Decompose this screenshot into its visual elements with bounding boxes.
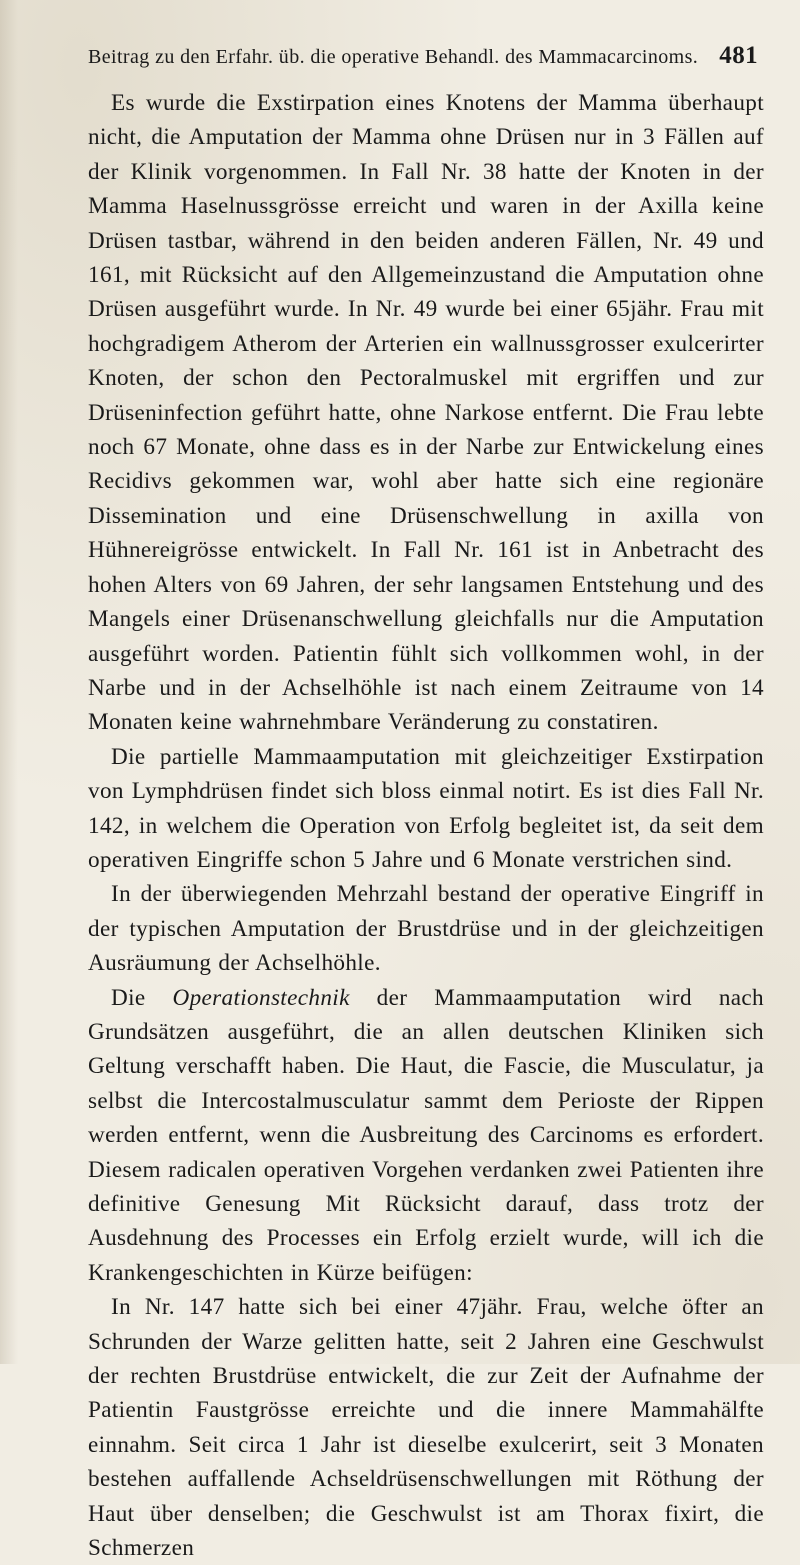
running-head: [88, 42, 758, 72]
paragraph-4-lead: Die: [111, 984, 173, 1011]
paragraph-5: In Nr. 147 hatte sich bei einer 47jähr. Frau, welche öfter an Schrunden der Warze gelitten hatte, seit 2 Jahren eine Geschwulst der rechten Brustdrüse entwickelt, die zur Zeit der Aufnahme der Patientin Faustgrösse erreichte und die innere Mammahälfte einnahm. Seit circa 1 Jahr ist dieselbe exulcerirt, seit 3 Monaten bestehen auffallende Achseldrüsenschwellungen mit Röthung der Haut über denselben; die Geschwulst ist am Thorax fixirt, die Schmerzen: [88, 1294, 764, 1562]
paragraph-1: Es wurde die Exstirpation eines Knotens der Mamma überhaupt nicht, die Amputation der Mamma ohne Drüsen nur in 3 Fällen auf der Klinik vorgenommen. In Fall Nr. 38 hatte der Knoten in der Mamma Haselnussgrösse erreicht und waren in der Axilla keine Drüsen tastbar, während in den beiden anderen Fällen, Nr. 49 und 161, mit Rücksicht auf den Allgemeinzustand die Amputation ohne Drüsen ausgeführt wurde. In Nr. 49 wurde bei einer 65jähr. Frau mit hochgradigem Atherom der Arterien ein wallnussgrosser exulcerirter Knoten, der schon den Pectoralmuskel mit ergriffen und zur Drüseninfection geführt hatte, ohne Narkose entfernt. Die Frau lebte noch 67 Monate, ohne dass es in der Narbe zur Entwickelung eines Recidivs gekommen war, wohl aber hatte sich eine regionäre Dissemination und eine Drüsenschwellung in axilla von Hühnereigrösse entwickelt. In Fall Nr. 161 ist in Anbetracht des hohen Alters von 69 Jahren, der sehr langsamen Entstehung und des Mangels einer Drüsenanschwellung gleichfalls nur die Amputation ausgeführt worden. Patientin fühlt sich vollkommen wohl, in der Narbe und in der Achselhöhle ist nach einem Zeitraume von 14 Monaten keine wahrnehmbare Veränderung zu constatiren.: [88, 90, 764, 736]
paragraph-4-text: der Mammaamputation wird nach Grundsätzen ausgeführt, die an allen deutschen Kliniken sich Geltung verschafft haben. Die Haut, die Fascie, die Musculatur, ja selbst die Intercostalmusculatur sammt dem Perioste der Rippen werden entfernt, wenn die Ausbreitung des Carcinoms es erfordert. Diesem radicalen operativen Vorgehen verdanken zwei Patienten ihre definitive Genesung Mit Rücksicht darauf, dass trotz der Ausdehnung des Processes ein Erfolg erzielt wurde, will ich die Krankengeschichten in Kürze beifügen:: [88, 984, 764, 1286]
page-number: 481: [719, 42, 758, 69]
page-gutter-shadow: [0, 0, 18, 1364]
paragraph-3: In der überwiegenden Mehrzahl bestand der operative Eingriff in der typischen Amputation der Brustdrüse und in der gleichzeitigen Ausräumung der Achselhöhle.: [88, 881, 764, 977]
running-title: Beitrag zu den Erfahr. üb. die operative Behandl. des Mammacarcinoms.: [88, 46, 699, 68]
paragraph-2: Die partielle Mammaamputation mit gleichzeitiger Exstirpation von Lymphdrüsen findet sich bloss einmal notirt. Es ist dies Fall Nr. 142, in welchem die Operation von Erfolg begleitet ist, da seit dem operativen Eingriffe schon 5 Jahre und 6 Monate verstrichen sind.: [88, 743, 764, 873]
paragraph-4: [88, 981, 764, 1291]
body-text: [88, 86, 764, 1565]
operationstechnik-term: Operationstechnik: [172, 984, 350, 1011]
